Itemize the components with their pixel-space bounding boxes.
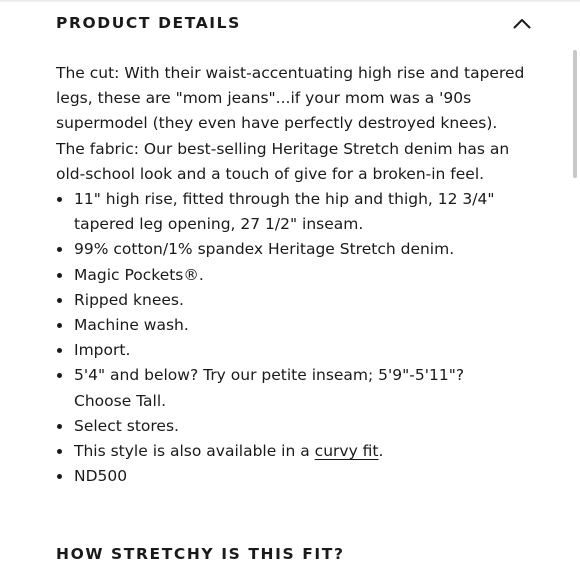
chevron-up-icon[interactable] [512,13,532,33]
product-details-header[interactable] [56,10,532,36]
curvy-prefix: This style is also available in a [74,442,315,461]
feature-item: Import. [56,338,526,363]
stretch-section-title: HOW STRETCHY IS THIS FIT? [56,545,345,563]
feature-item: Machine wash. [56,313,526,338]
product-details-content [56,61,526,489]
product-description: The cut: With their waist-accentuating high rise and tapered legs, these are "mom jeans"...if your mom was a '90s supermodel (they even have perfectly destroyed knees). The fabric: Our best-selling Heritage Stretch denim has an old-school look and a touch of give for a broken-in feel. [56,64,525,183]
scrollbar-thumb[interactable] [573,50,577,178]
feature-item: Select stores. [56,414,526,439]
feature-item-curvy [56,439,526,464]
feature-item: 5'4" and below? Try our petite inseam; 5'9"-5'11"? Choose Tall. [56,363,526,413]
product-details-title: PRODUCT DETAILS [56,14,241,32]
feature-item: Ripped knees. [56,288,526,313]
feature-item: 11" high rise, fitted through the hip and thigh, 12 3/4" tapered leg opening, 27 1/2" inseam. [56,187,526,237]
top-shadow [0,0,580,3]
feature-item-style-code: ND500 [56,464,526,489]
feature-item: 99% cotton/1% spandex Heritage Stretch denim. [56,237,526,262]
feature-list [56,187,526,489]
curvy-fit-link[interactable]: curvy fit [314,442,379,461]
stretch-section-header[interactable] [56,541,345,567]
curvy-suffix: . [378,442,384,461]
feature-item: Magic Pockets®. [56,263,526,288]
